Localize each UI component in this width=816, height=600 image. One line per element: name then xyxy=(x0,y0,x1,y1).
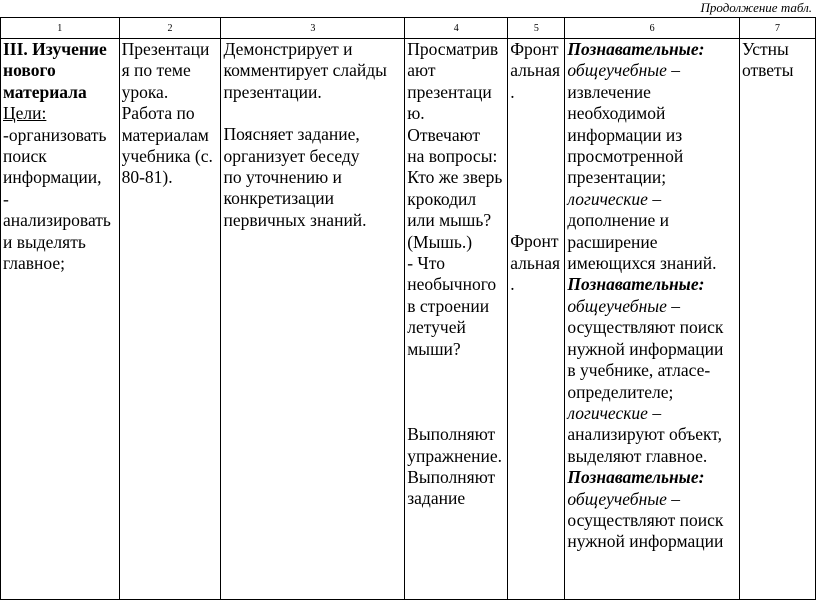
stage-cell xyxy=(1,39,120,600)
column-number: 6 xyxy=(565,18,740,39)
control-form-cell xyxy=(739,39,815,600)
student-activity-cell xyxy=(405,39,508,600)
resources-text: Презентаци я по теме урока. Работа по материалам учебника (с. 80-81). xyxy=(121,39,213,188)
uud-text: – осуществляют поиск нужной информации xyxy=(567,488,724,552)
column-number: 5 xyxy=(508,18,565,39)
uud-text: – дополнение и расширение имеющихся знаний. xyxy=(567,188,717,274)
column-number: 4 xyxy=(405,18,508,39)
uud-text: – осуществляют поиск нужной информации в учебнике, атласе- определителе; xyxy=(567,295,724,402)
resources-cell xyxy=(119,39,221,600)
uud-heading: Познавательные: xyxy=(567,467,705,488)
work-form-cell xyxy=(508,39,565,600)
control-form-text: Устны ответы xyxy=(741,39,794,81)
uud-logical-label: логические xyxy=(567,188,648,209)
stage-heading: III. Изучение нового материала xyxy=(3,39,107,102)
uud-text: – извлечение необходимой информации из просмотренной презентации; xyxy=(567,60,684,188)
column-number: 1 xyxy=(1,18,120,39)
column-number: 2 xyxy=(119,18,221,39)
uud-heading: Познавательные: xyxy=(567,274,705,295)
lesson-plan-table xyxy=(0,17,816,600)
teacher-activity-cell xyxy=(221,39,405,600)
column-number: 7 xyxy=(739,18,815,39)
teacher-activity-text-1: Демонстрирует и комментирует слайды презентации. xyxy=(223,39,387,102)
goals-label: Цели: xyxy=(3,103,47,124)
column-number: 3 xyxy=(221,18,405,39)
uud-text: – анализируют объект, выделяют главное. xyxy=(567,402,722,466)
work-form-text-1: Фронт альная . xyxy=(510,39,561,102)
uud-cell xyxy=(565,39,740,600)
work-form-text-2: Фронт альная . xyxy=(510,231,561,295)
goals-text: -организовать поиск информации, - анализировать и выделять главное; xyxy=(3,124,111,274)
uud-heading: Познавательные: xyxy=(567,39,705,59)
column-number-row xyxy=(1,18,816,39)
table-row xyxy=(1,39,816,600)
table-continuation-caption: Продолжение табл. xyxy=(700,0,812,15)
uud-block-1 xyxy=(567,39,739,553)
uud-general-label: общеучебные xyxy=(567,488,667,509)
student-activity-text-2: Выполняют упражнение. Выполняют задание xyxy=(407,424,502,509)
uud-general-label: общеучебные xyxy=(567,60,667,81)
uud-logical-label: логические xyxy=(567,402,648,423)
student-activity-text-1: Просматрив ают презентаци ю. Отвечают на вопросы: Кто же зверь крокодил или мышь? (Мышь.) - Что необычного в строении летучей мыши? xyxy=(407,39,503,359)
uud-general-label: общеучебные xyxy=(567,295,667,316)
teacher-activity-text-2: Поясняет задание, организует беседу по уточнению и конкретизации первичных знаний. xyxy=(223,124,367,230)
